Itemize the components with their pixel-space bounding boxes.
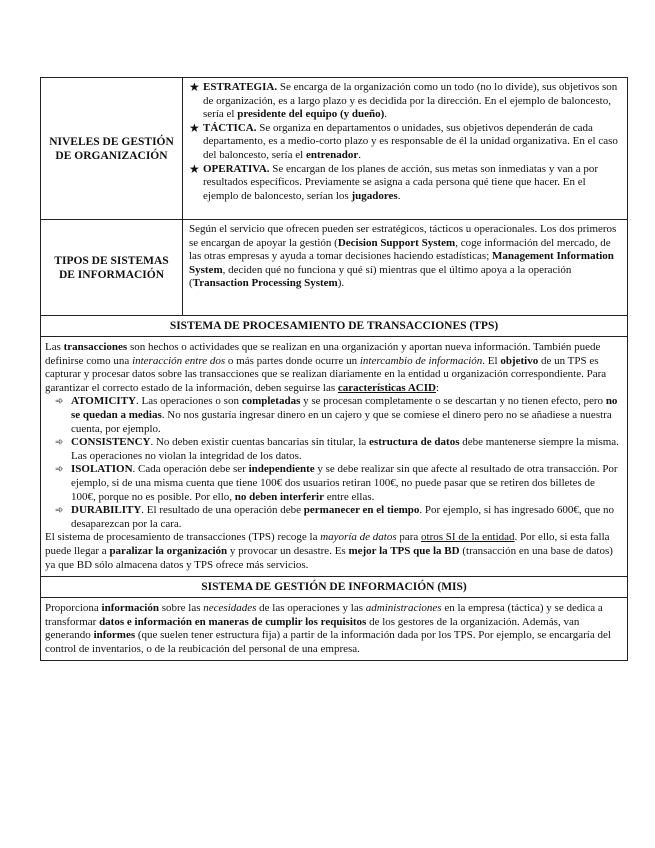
text: y se procesan completamente o se descartan y no tienen efecto, pero xyxy=(300,395,606,408)
text-bold: mejor la TPS que la BD xyxy=(348,544,460,557)
star-icon: ★ xyxy=(189,80,200,94)
document-page xyxy=(40,77,628,661)
text-bold: completadas xyxy=(241,395,301,408)
text-bold: independiente xyxy=(248,463,315,476)
text: sobre las xyxy=(158,602,204,615)
level-text: Se encargan de los planes de acción, sus metas son inmediatas y van a por resultados específicos. Previamente se asigna a cada persona qué tiene que hacer. En el ejemplo de baloncesto, serían los xyxy=(203,162,599,202)
tps-paragraph-2 xyxy=(45,531,622,572)
tipos-text: , deciden qué no funciona y qué sí) mientras que el último apoya a la operación ( xyxy=(189,263,572,290)
acid-item-atomicity xyxy=(45,395,622,436)
text-bold: estructura de datos xyxy=(369,436,460,449)
star-icon: ★ xyxy=(189,161,200,176)
mis-body-row xyxy=(41,598,628,661)
text: o más partes donde ocurre un xyxy=(225,354,360,367)
text: de los gestores de la organización. Además, van generando xyxy=(45,615,580,642)
tipos-label: TIPOS DE SISTEMAS DE INFORMACIÓN xyxy=(54,254,169,281)
niveles-content-cell xyxy=(183,78,628,220)
mis-body xyxy=(41,598,628,661)
text: . El resultado de una operación debe xyxy=(141,504,304,517)
text: . No deben existir cuentas bancarias sin titular, la xyxy=(150,436,370,449)
tipos-term-dss: Decision Support System xyxy=(337,236,456,249)
tipos-row xyxy=(41,220,628,316)
acid-title: DURABILITY xyxy=(71,504,142,517)
level-item-estrategia xyxy=(189,81,622,122)
text-italic: mayoría de datos xyxy=(320,531,397,544)
text: para xyxy=(396,531,422,544)
tipos-text: Según el servicio que ofrecen pueden ser estratégicos, tácticos u operacionales. Los dos primeros se encargan de apoyar la gestión ( xyxy=(189,223,617,249)
arrow-bullet-icon: ➾ xyxy=(55,437,64,449)
text: Proporciona xyxy=(45,602,102,615)
tipos-text: ). xyxy=(337,277,345,290)
arrow-bullet-icon: ➾ xyxy=(55,396,64,408)
text-bold: paralizar la organización xyxy=(109,544,228,557)
text: entre ellas. xyxy=(323,490,375,503)
text-bold: datos e información en maneras de cumplir los requisitos xyxy=(99,615,367,628)
level-end: . xyxy=(397,189,401,202)
level-title: ESTRATEGIA. xyxy=(203,81,278,93)
arrow-bullet-icon: ➾ xyxy=(55,505,64,517)
text: en la empresa (táctica) y se dedica a transformar xyxy=(45,602,603,628)
text-underline: otros SI de la entidad xyxy=(421,531,515,544)
text-italic: interacción entre dos xyxy=(132,354,226,367)
level-title: TÁCTICA. xyxy=(203,121,257,134)
tipos-content-cell xyxy=(183,220,628,316)
level-item-operativa xyxy=(189,163,622,204)
text-bold: permanecer en el tiempo xyxy=(303,504,420,517)
text: : xyxy=(435,381,440,394)
niveles-label: NIVELES DE GESTIÓN DE ORGANIZACIÓN xyxy=(49,135,174,162)
text-bold: no se quedan a medias xyxy=(71,395,618,421)
level-highlight: presidente del equipo (y dueño) xyxy=(237,108,385,121)
text: (que suelen tener estructura fija) a partir de la información dada por los TPS. Por ejemplo, se encargaría del control de inventarios, o de la reubicación del personal de una empresa. xyxy=(45,629,611,655)
text: y provocar un desastre. Es xyxy=(227,544,349,557)
level-highlight: jugadores xyxy=(351,189,398,202)
tipos-term-mis: Management Information System xyxy=(189,250,614,276)
tps-header: SISTEMA DE PROCESAMIENTO DE TRANSACCIONES (TPS) xyxy=(41,316,628,337)
level-item-tactica xyxy=(189,122,622,163)
acid-item-isolation xyxy=(45,463,622,504)
mis-header-row xyxy=(41,577,628,598)
level-end: . xyxy=(358,148,362,161)
level-text: Se organiza en departamentos o unidades, sus objetivos dependerán de cada departamento, es a medio-corto plazo y es responsable de él la unidad organizativa. En el caso del baloncesto, sería el xyxy=(203,121,618,161)
text: Las xyxy=(45,341,64,353)
tps-body-row xyxy=(41,337,628,577)
text: . Por ello, si esta falla puede llegar a xyxy=(45,531,610,557)
text-italic: necesidades xyxy=(203,602,257,615)
text: (transacción en una base de datos) ya que BD sólo almacena datos y TPS ofrece más servicios. xyxy=(45,544,613,571)
arrow-bullet-icon: ➾ xyxy=(55,464,64,476)
tps-paragraph-1 xyxy=(45,341,622,395)
tps-body xyxy=(41,337,628,577)
level-highlight: entrenador xyxy=(305,148,359,161)
acid-item-durability xyxy=(45,504,622,531)
text: de un TPS es capturar y procesar datos sobre las transacciones que se realizan diariamente en la entidad u organización correspondiente. Para garantizar el correcto estado de la información, deben seguirse las xyxy=(45,354,607,394)
tipos-label-cell xyxy=(41,220,183,316)
acid-title: ATOMICITY xyxy=(71,395,136,408)
text: . El xyxy=(482,354,501,367)
text: . Por ejemplo, si has ingresado 600€, que no desaparezcan por la cara. xyxy=(71,504,614,530)
tps-header-row xyxy=(41,316,628,337)
text-bold: informes xyxy=(93,629,136,642)
acid-link-text: características ACID xyxy=(337,381,436,394)
star-icon: ★ xyxy=(189,120,200,135)
level-title: OPERATIVA. xyxy=(203,162,270,175)
text-bold: no deben interferir xyxy=(234,490,324,503)
text: y se debe realizar sin que afecte al resultado de otra transacción. Por ejemplo, si de una misma cuenta que tiene 100€ dos usuarios retiran 100€, no puede pasar que se retiren dos billetes de 100€, porque no es posible. Por ello, xyxy=(71,463,618,503)
summary-table xyxy=(40,77,628,661)
niveles-label-cell xyxy=(41,78,183,220)
mis-header: SISTEMA DE GESTIÓN DE INFORMACIÓN (MIS) xyxy=(41,577,628,598)
acid-title: CONSISTENCY xyxy=(71,436,151,449)
text: debe mantenerse siempre la misma. Las operaciones no violan la integridad de los datos. xyxy=(71,436,619,462)
text-italic: intercambio de información xyxy=(359,354,483,367)
tipos-term-tps: Transaction Processing System xyxy=(192,277,338,290)
level-end: . xyxy=(384,108,388,121)
acid-item-consistency xyxy=(45,436,622,463)
text: de las operaciones y las xyxy=(256,602,366,615)
text: . Cada operación debe ser xyxy=(132,463,249,476)
text-italic: administraciones xyxy=(365,602,442,615)
text: . Las operaciones o son xyxy=(136,395,242,408)
level-text: Se encarga de la organización como un todo (no lo divide), sus objetivos son de organización, es a largo plazo y es decidida por la dirección. En el ejemplo de baloncesto, sería el xyxy=(203,81,618,121)
niveles-row xyxy=(41,78,628,220)
text: . No nos gustaría ingresar dinero en un cajero y que se comiese el dinero pero no se añadiese a nuestra cuenta, por ejemplo. xyxy=(71,408,612,435)
acid-title: ISOLATION xyxy=(71,463,133,476)
text: El sistema de procesamiento de transacciones (TPS) recoge la xyxy=(45,531,321,544)
text: son hechos o actividades que se realizan en una organización y aportan nueva información. También puede definirse como una xyxy=(45,341,601,367)
tipos-text: , coge información del mercado, de las otras empresas y ayuda a tomar decisiones haciendo estadísticas; xyxy=(189,236,611,263)
text-bold: transacciones xyxy=(63,341,128,353)
text-bold: objetivo xyxy=(500,354,539,367)
text-bold: información xyxy=(101,602,159,615)
